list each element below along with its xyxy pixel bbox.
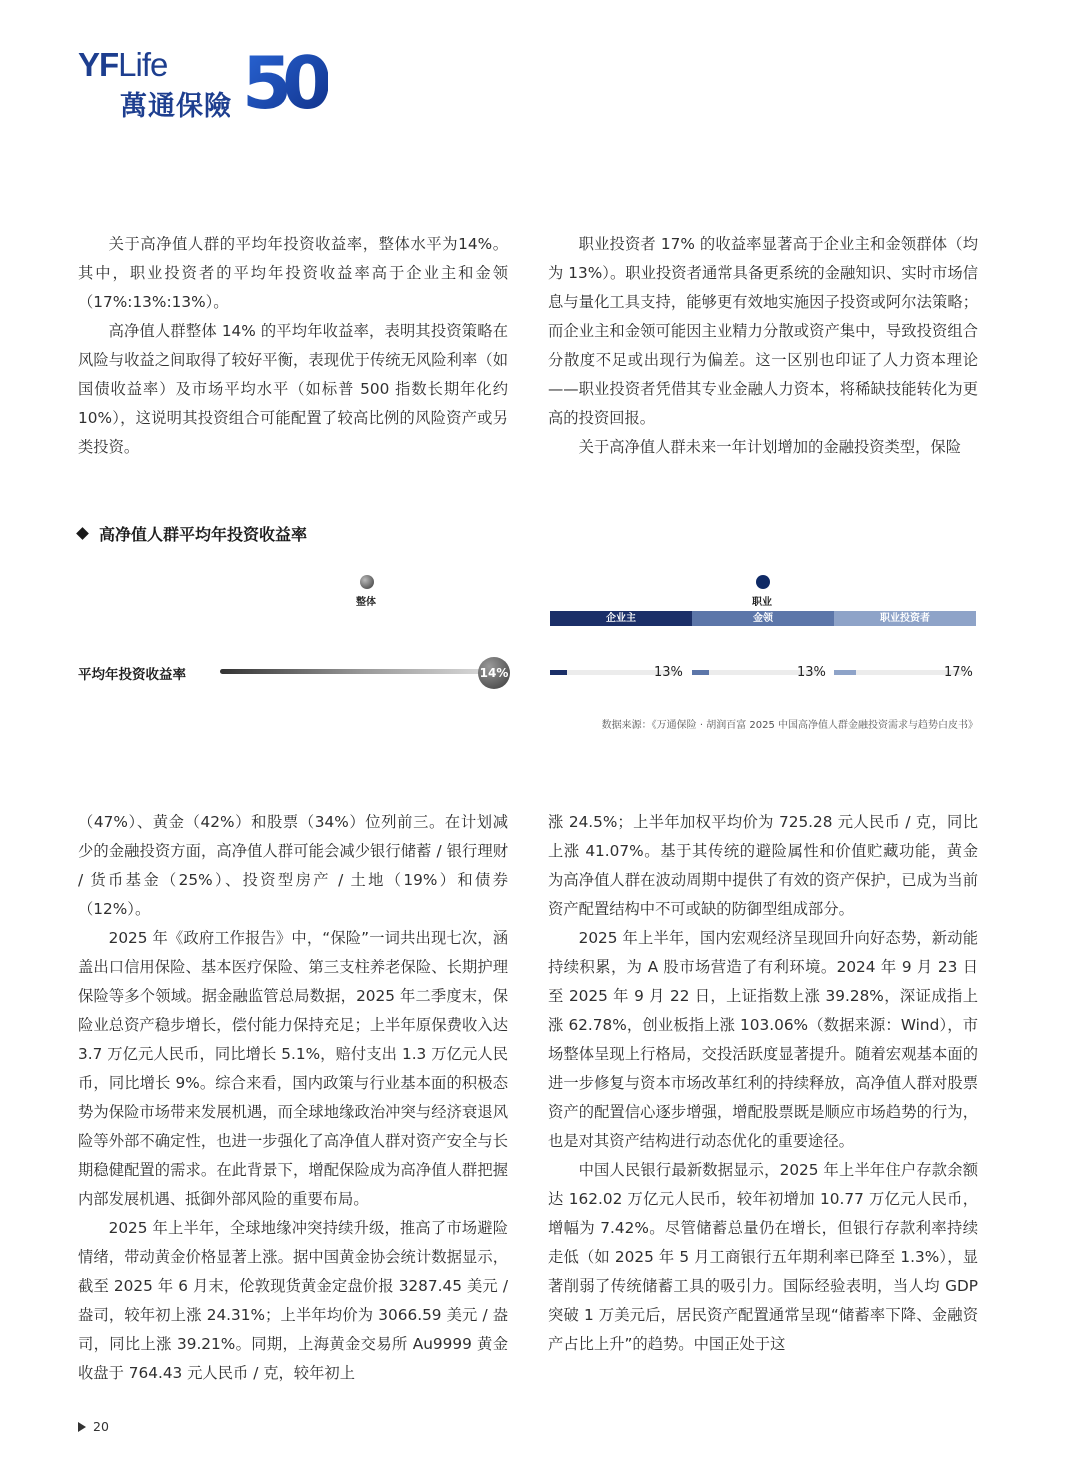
- row-label: 平均年投资收益率: [78, 667, 186, 683]
- category-header-entrepreneur: 企业主: [550, 611, 692, 626]
- anniversary-50-logo: [244, 46, 328, 118]
- paragraph: 2025 年上半年，国内宏观经济呈现回升向好态势，新动能持续积累，为 A 股市场营造了有利环境。2024 年 9 月 23 日至 2025 年 9 月 22 日，上证指数上涨 39.28%，深证成指上涨 62.78%，创业板指上涨 103.06%（数据来源：Wind），市场整体呈现上行格局，交投活跃度显著提升。随着宏观基本面的进一步修复与资本市场改革红利的持续释放，高净值人群对股票资产的配置信心逐步增强，增配股票既是顺应市场趋势的行为，也是对其资产结构进行动态优化的重要途径。: [548, 929, 978, 1150]
- overall-bar-fill: [220, 669, 510, 674]
- overall-value-badge: 14%: [478, 657, 510, 689]
- category-header-professional-investor: 职业投资者: [834, 611, 976, 626]
- bar-fill-gold-collar: [692, 670, 709, 675]
- page-number: 20: [93, 1419, 109, 1434]
- value-label-professional-investor: 17%: [944, 665, 973, 680]
- page-footer: [78, 1419, 109, 1434]
- bottom-left-column: [78, 808, 508, 1388]
- bar-fill-professional-investor: [834, 670, 856, 675]
- bottom-right-column: [548, 808, 978, 1359]
- category-header-gold-collar: 金领: [692, 611, 834, 626]
- paragraph: 关于高净值人群未来一年计划增加的金融投资类型，保险: [578, 438, 962, 456]
- paragraph: 关于高净值人群的平均年投资收益率，整体水平为14%。其中，职业投资者的平均年投资收益率高于企业主和金领（17%:13%:13%）。: [78, 235, 508, 311]
- legend-profession-dot: [756, 575, 770, 589]
- value-label-gold-collar: 13%: [797, 665, 826, 680]
- section-heading: [78, 522, 307, 545]
- paragraph: 涨 24.5%；上半年加权平均价为 725.28 元人民币 / 克，同比上涨 41.07%。基于其传统的避险属性和价值贮藏功能，黄金为高净值人群在波动周期中提供了有效的资产保护，已成为当前资产配置结构中不可或缺的防御型组成部分。: [548, 813, 978, 918]
- paragraph: 2025 年上半年，全球地缘冲突持续升级，推高了市场避险情绪，带动黄金价格显著上涨。据中国黄金协会统计数据显示，截至 2025 年 6 月末，伦敦现货黄金定盘价报 3287.45 美元 / 盎司，较年初上涨 24.31%；上半年均价为 3066.59 美元 / 盎司，同比上涨 39.21%。同期，上海黄金交易所 Au9999 黄金收盘于 764.43 元人民币 / 克，较年初上: [78, 1219, 508, 1382]
- diamond-bullet-icon: [76, 527, 89, 540]
- paragraph: 中国人民银行最新数据显示，2025 年上半年住户存款余额达 162.02 万亿元人民币，较年初增加 10.77 万亿元人民币，增幅为 7.42%。尽管储蓄总量仍在增长，但银行存款利率持续走低（如 2025 年 5 月工商银行五年期利率已降至 1.3%），显著削弱了传统储蓄工具的吸引力。国际经验表明，当人均 GDP 突破 1 万美元后，居民资产配置通常呈现“储蓄率下降、金融资产占比上升”的趋势。中国正处于这: [548, 1161, 978, 1353]
- logo-wordmark: [78, 46, 167, 84]
- triangle-right-icon: [78, 1422, 86, 1432]
- logo-chinese: 萬通保險: [120, 91, 232, 122]
- bar-fill-entrepreneur: [550, 670, 567, 675]
- value-label-entrepreneur: 13%: [654, 665, 683, 680]
- anniversary-number: 50: [244, 46, 323, 114]
- paragraph: 2025 年《政府工作报告》中，“保险”一词共出现七次，涵盖出口信用保险、基本医疗保险、第三支柱养老保险、长期护理保险等多个领域。据金融监管总局数据，2025 年二季度末，保险业总资产稳步增长，偿付能力保持充足；上半年原保费收入达 3.7 万亿元人民币，同比增长 5.1%，赔付支出 1.3 万亿元人民币，同比增长 9%。综合来看，国内政策与行业基本面的积极态势为保险市场带来发展机遇，而全球地缘政治冲突与经济衰退风险等外部不确定性，也进一步强化了高净值人群对资产安全与长期稳健配置的需求。在此背景下，增配保险成为高净值人群把握内部发展机遇、抵御外部风险的重要布局。: [78, 929, 508, 1208]
- legend-overall-dot: [360, 575, 374, 589]
- legend-overall-label: 整体: [356, 597, 376, 608]
- logo-yf-text: YF: [78, 46, 119, 83]
- paragraph: （47%）、黄金（42%）和股票（34%）位列前三。在计划减少的金融投资方面，高净值人群可能会减少银行储蓄 / 银行理财 / 货币基金（25%）、投资型房产 / 土地（19%）和债券（12%）。: [78, 813, 508, 918]
- legend-profession-label: 职业: [752, 597, 772, 608]
- logo-life-text: Life: [118, 46, 168, 83]
- paragraph: 职业投资者 17% 的收益率显著高于企业主和金领群体（均为 13%）。职业投资者通常具备更系统的金融知识、实时市场信息与量化工具支持，能够更有效地实施因子投资或阿尔法策略；而企业主和金领可能因主业精力分散或资产集中，导致投资组合分散度不足或出现行为偏差。这一区别也印证了人力资本理论——职业投资者凭借其专业金融人力资本，将稀缺技能转化为更高的投资回报。: [548, 235, 978, 427]
- section-title-text: 高净值人群平均年投资收益率: [99, 525, 308, 544]
- top-left-column: [78, 230, 508, 462]
- data-source-note: 数据来源：《万通保险 · 胡润百富 2025 中国高净值人群金融投资需求与趋势白皮书》: [601, 720, 978, 731]
- paragraph: 高净值人群整体 14% 的平均年收益率，表明其投资策略在风险与收益之间取得了较好平衡，表现优于传统无风险利率（如国债收益率）及市场平均水平（如标普 500 指数长期年化约 10%），这说明其投资组合可能配置了较高比例的风险资产或另类投资。: [78, 322, 508, 456]
- top-right-column: [548, 230, 978, 462]
